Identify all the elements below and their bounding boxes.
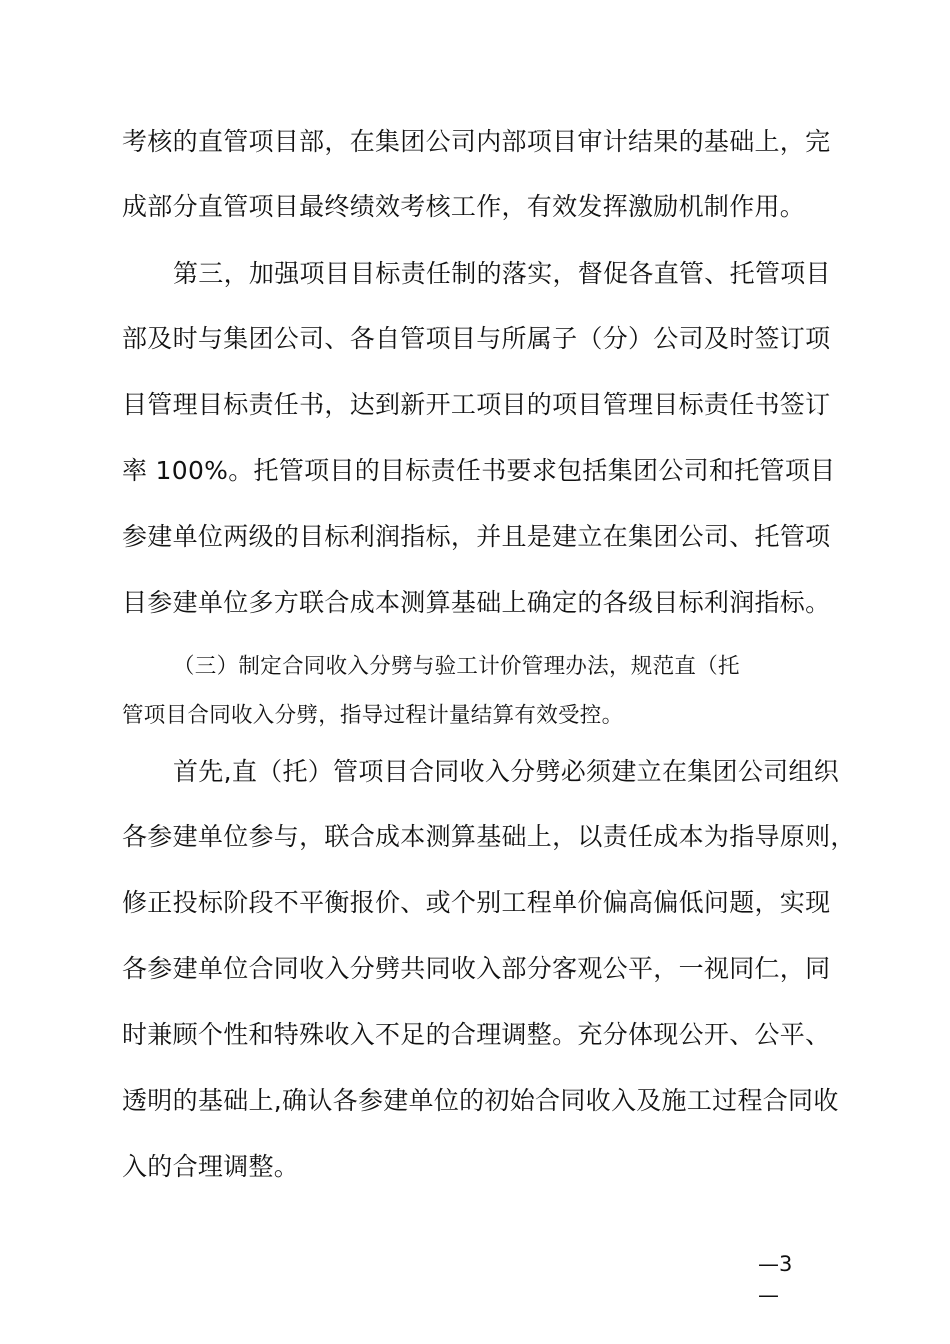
paragraph-line: 考核的直管项目部，在集团公司内部项目审计结果的基础上，完 [122, 127, 831, 156]
paragraph-line: 成部分直管项目最终绩效考核工作，有效发挥激励机制作用。 [122, 192, 806, 221]
page-number: —3 [758, 1252, 793, 1276]
paragraph-line: 率 100%。托管项目的目标责任书要求包括集团公司和托管项目 [122, 456, 836, 485]
paragraph-line: 各参建单位合同收入分劈共同收入部分客观公平，一视同仁，同 [122, 954, 831, 983]
paragraph-line: 目管理目标责任书，达到新开工项目的项目管理目标责任书签订 [122, 390, 831, 419]
paragraph-line: 时兼顾个性和特殊收入不足的合理调整。充分体现公开、公平、 [122, 1020, 831, 1049]
paragraph-line: 首先,直（托）管项目合同收入分劈必须建立在集团公司组织 [173, 757, 840, 786]
paragraph-line: 各参建单位参与，联合成本测算基础上，以责任成本为指导原则， [122, 822, 856, 851]
paragraph-line: 第三，加强项目目标责任制的落实，督促各直管、托管项目 [173, 259, 831, 288]
section-heading-line: （三）制定合同收入分劈与验工计价管理办法，规范直（托 [173, 654, 740, 679]
paragraph-line: 入的合理调整。 [122, 1152, 300, 1181]
paragraph-line: 透明的基础上,确认各参建单位的初始合同收入及施工过程合同收 [122, 1086, 839, 1115]
paragraph-line: 修正投标阶段不平衡报价、或个别工程单价偏高偏低问题，实现 [122, 888, 831, 917]
paragraph-line: 目参建单位多方联合成本测算基础上确定的各级目标利润指标。 [122, 588, 831, 617]
page-number-dash: — [758, 1283, 779, 1307]
paragraph-line: 参建单位两级的目标利润指标，并且是建立在集团公司、托管项 [122, 522, 831, 551]
section-heading-line: 管项目合同收入分劈，指导过程计量结算有效受控。 [122, 703, 624, 728]
paragraph-line: 部及时与集团公司、各自管项目与所属子（分）公司及时签订项 [122, 324, 831, 353]
